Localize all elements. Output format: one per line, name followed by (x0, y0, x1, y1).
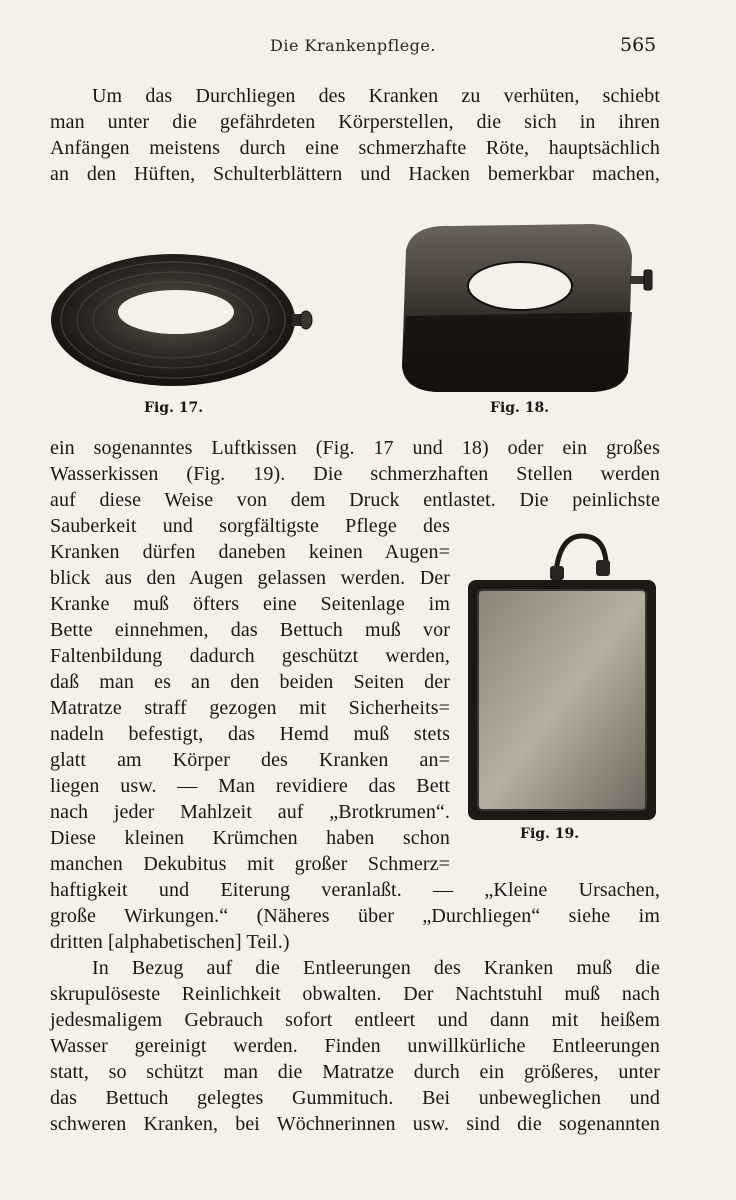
text-line: an den Hüften, Schulterblättern und Hacken bemerkbar machen, (50, 163, 660, 185)
figure-caption: Fig. 17. (144, 400, 204, 416)
text-line: schweren Kranken, bei Wöchnerinnen usw. sind die sogenannten (50, 1113, 660, 1135)
text-line: nach jeder Mahlzeit auf „Brotkrumen“. (50, 801, 450, 823)
ring-air-cushion-figure (48, 250, 318, 395)
text-line: Bette einnehmen, das Bettuch muß vor (50, 619, 450, 641)
text-line: auf diese Weise von dem Druck entlastet. Die peinlichste (50, 489, 660, 511)
text-line: In Bezug auf die Entleerungen des Kranken muß die (92, 957, 660, 979)
text-line: man unter die gefährdeten Körperstellen, die sich in ihren (50, 111, 660, 133)
text-line: ein sogenanntes Luftkissen (Fig. 17 und 18) oder ein großes (50, 437, 660, 459)
running-head: Die Krankenpflege. (270, 36, 436, 55)
square-air-cushion-figure (392, 216, 662, 396)
text-line: Kranke muß öfters eine Seitenlage im (50, 593, 450, 615)
text-line: Wasserkissen (Fig. 19). Die schmerzhaften Stellen werden (50, 463, 660, 485)
text-line: liegen usw. — Man revidiere das Bett (50, 775, 450, 797)
text-line: blick aus den Augen gelassen werden. Der (50, 567, 450, 589)
text-line: Sauberkeit und sorgfältigste Pflege des (50, 515, 450, 537)
water-cushion-figure (464, 532, 660, 824)
text-line: das Bettuch gelegtes Gummituch. Bei unbeweglichen und (50, 1087, 660, 1109)
figure-caption: Fig. 19. (520, 826, 580, 842)
text-line: Faltenbildung dadurch geschützt werden, (50, 645, 450, 667)
text-line: jedesmaligem Gebrauch sofort entleert und dann mit heißem (50, 1009, 660, 1031)
text-line: skrupulöseste Reinlichkeit obwalten. Der Nachtstuhl muß nach (50, 983, 660, 1005)
text-line: Diese kleinen Krümchen haben schon (50, 827, 450, 849)
text-line: Wasser gereinigt werden. Finden unwillkürliche Entleerungen (50, 1035, 660, 1057)
text-line: daß man es an den beiden Seiten der (50, 671, 450, 693)
text-line: nadeln befestigt, das Hemd muß stets (50, 723, 450, 745)
text-line: dritten [alphabetischen] Teil.) (50, 931, 290, 953)
text-line: Matratze straff gezogen mit Sicherheits= (50, 697, 450, 719)
text-line: haftigkeit und Eiterung veranlaßt. — „Kleine Ursachen, (50, 879, 660, 901)
text-line: Kranken dürfen daneben keinen Augen= (50, 541, 450, 563)
text-line: manchen Dekubitus mit großer Schmerz= (50, 853, 450, 875)
text-line: statt, so schützt man die Matratze durch ein größeres, unter (50, 1061, 660, 1083)
text-line: Anfängen meistens durch eine schmerzhafte Röte, hauptsächlich (50, 137, 660, 159)
page-number: 565 (620, 34, 657, 56)
text-line: große Wirkungen.“ (Näheres über „Durchliegen“ siehe im (50, 905, 660, 927)
text-line: Um das Durchliegen des Kranken zu verhüten, schiebt (92, 85, 660, 107)
text-line: glatt am Körper des Kranken an= (50, 749, 450, 771)
figure-caption: Fig. 18. (490, 400, 550, 416)
